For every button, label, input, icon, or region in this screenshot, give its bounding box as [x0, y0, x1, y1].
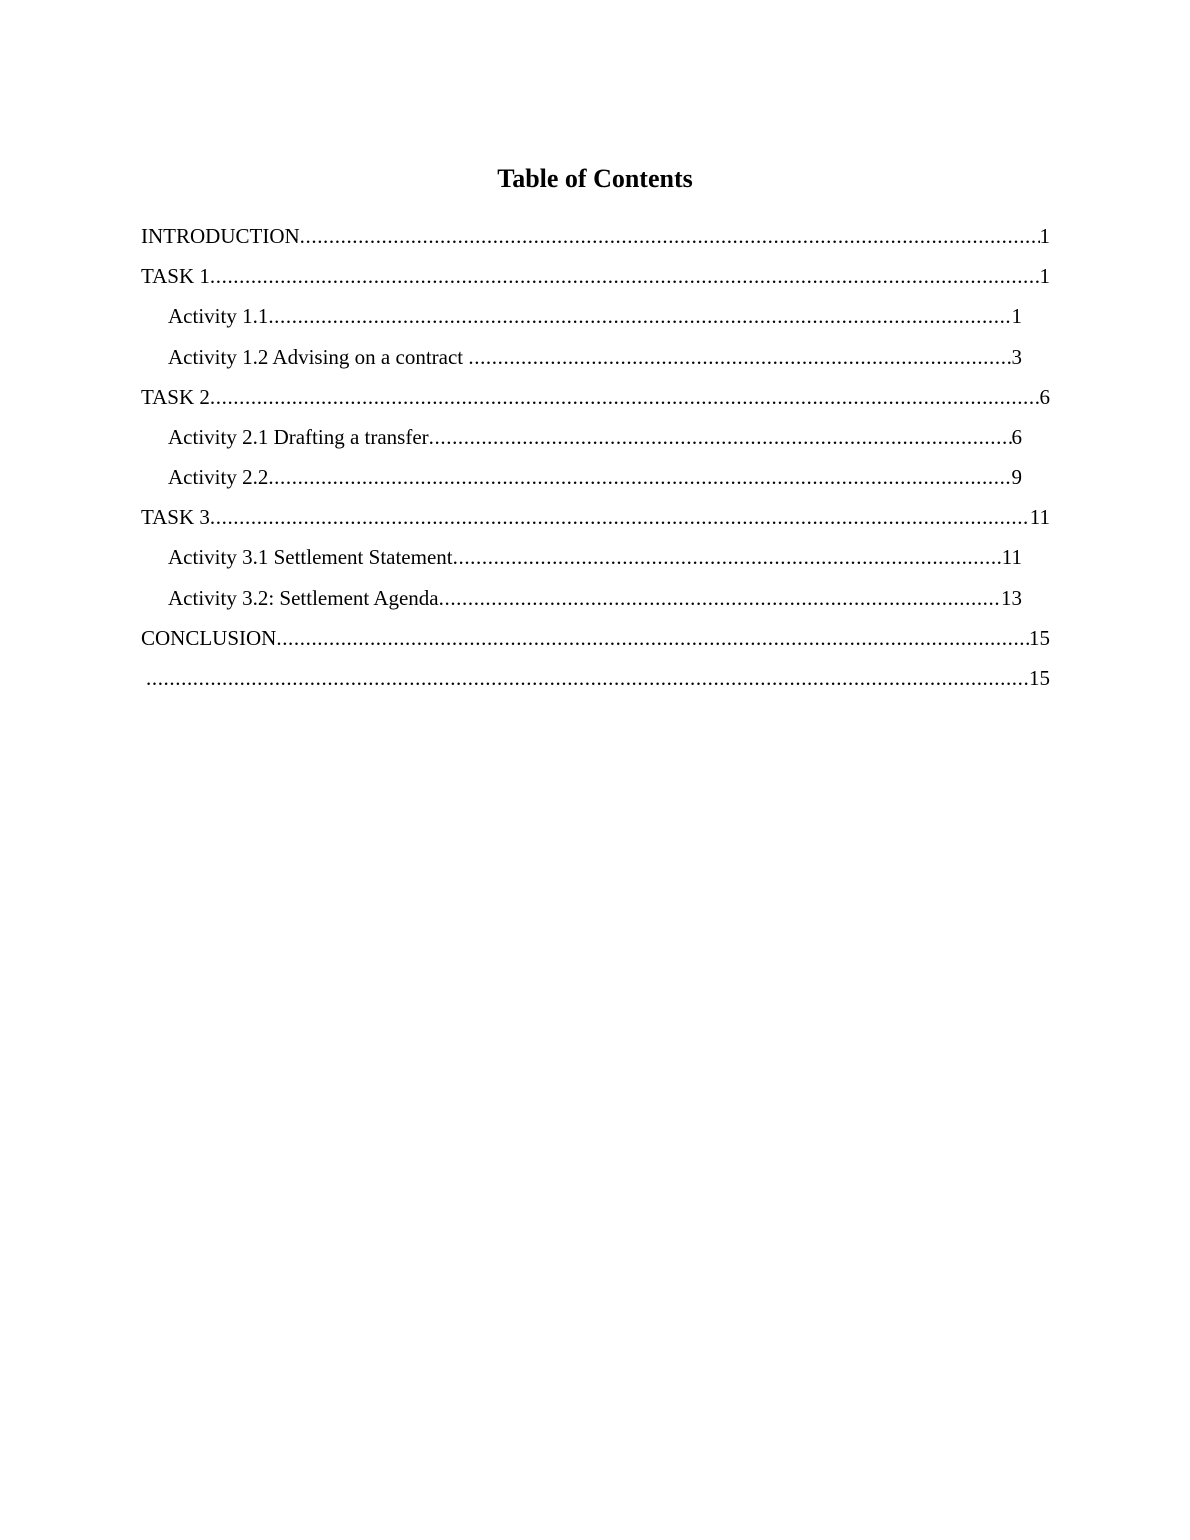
- toc-entry-activity-1-2[interactable]: [168, 341, 1022, 373]
- toc-entry-label: Activity 2.1 Drafting a transfer: [168, 425, 429, 449]
- toc-entry-activity-3-1[interactable]: [168, 541, 1022, 573]
- toc-entry-page-number: 15: [1029, 666, 1050, 690]
- toc-entry-task-2[interactable]: [141, 381, 1050, 413]
- toc-entry-page-number: 13: [1001, 586, 1022, 610]
- dot-leader: [453, 541, 1002, 573]
- dot-leader: [210, 381, 1040, 413]
- dot-leader: [468, 341, 1011, 373]
- dot-leader: [429, 421, 1012, 453]
- dot-leader: [268, 300, 1011, 332]
- toc-entry-introduction[interactable]: [141, 220, 1050, 252]
- toc-entry-label: TASK 3: [141, 505, 210, 529]
- toc-entry-page-number: 6: [1039, 385, 1050, 409]
- toc-entry-label: Activity 3.2: Settlement Agenda: [168, 586, 439, 610]
- toc-entry-task-3[interactable]: [141, 501, 1050, 533]
- toc-entry-label: INTRODUCTION: [141, 224, 300, 248]
- toc-entry-page-number: 15: [1029, 626, 1050, 650]
- toc-entry-label: Activity 1.1: [168, 304, 269, 328]
- toc-entry-page-number: 1: [1011, 304, 1022, 328]
- dot-leader: [439, 582, 1001, 614]
- toc-entry-activity-3-2[interactable]: [168, 582, 1022, 614]
- toc-entry-page-number: 11: [1029, 505, 1050, 529]
- toc-entry-label: Activity 3.1 Settlement Statement: [168, 545, 453, 569]
- dot-leader: [210, 501, 1030, 533]
- toc-entry-label: TASK 1: [141, 264, 210, 288]
- toc-entry-page-number: 6: [1011, 425, 1022, 449]
- toc-entry-label: Activity 1.2 Advising on a contract: [168, 345, 469, 369]
- toc-entry-page-number: 11: [1001, 545, 1022, 569]
- toc-entry-activity-2-2[interactable]: [168, 461, 1022, 493]
- dot-leader: [300, 220, 1040, 252]
- dot-leader: [276, 622, 1029, 654]
- toc-entry-label: TASK 2: [141, 385, 210, 409]
- toc-entry-page-number: 3: [1011, 345, 1022, 369]
- toc-entry-conclusion[interactable]: [141, 622, 1050, 654]
- dot-leader: [146, 662, 1029, 694]
- toc-entry-untitled[interactable]: [146, 662, 1050, 694]
- dot-leader: [210, 260, 1040, 292]
- dot-leader: [268, 461, 1011, 493]
- page-title: Table of Contents: [497, 164, 693, 193]
- toc-entry-page-number: 1: [1039, 264, 1050, 288]
- toc-entry-task-1[interactable]: [141, 260, 1050, 292]
- toc-entry-activity-1-1[interactable]: [168, 300, 1022, 332]
- toc-entry-page-number: 1: [1039, 224, 1050, 248]
- toc-entry-page-number: 9: [1011, 465, 1022, 489]
- toc-entry-label: Activity 2.2: [168, 465, 269, 489]
- toc-entry-activity-2-1[interactable]: [168, 421, 1022, 453]
- toc-entry-label: CONCLUSION: [141, 626, 277, 650]
